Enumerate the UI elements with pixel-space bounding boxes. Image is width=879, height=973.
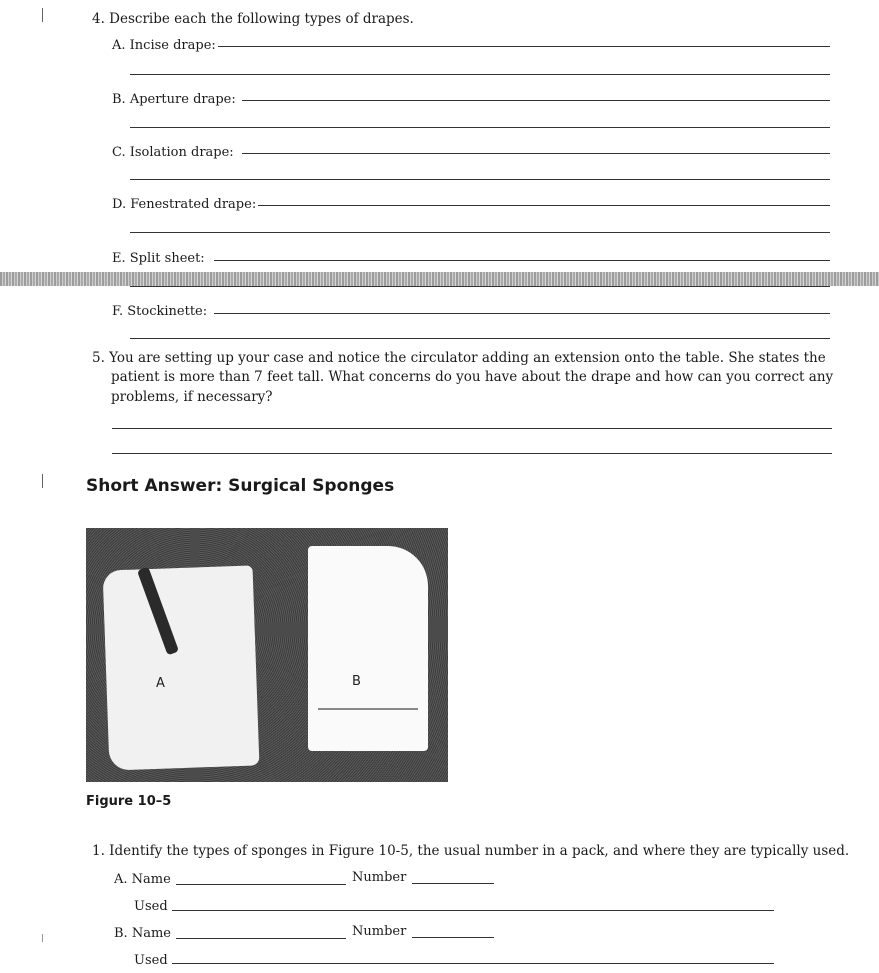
answer-line-q5-2[interactable] xyxy=(112,453,832,454)
margin-mark xyxy=(42,8,43,22)
drape-label-isolation: C. Isolation drape: xyxy=(112,145,234,160)
answer-line-incise-2[interactable] xyxy=(130,74,830,75)
figure-caption: Figure 10–5 xyxy=(86,794,172,809)
answer-line-isolation[interactable] xyxy=(242,153,830,154)
drape-label-split-sheet: E. Split sheet: xyxy=(112,251,205,266)
section-heading: Short Answer: Surgical Sponges xyxy=(86,476,395,496)
sponge-b-shape xyxy=(308,546,428,751)
answer-line-aperture[interactable] xyxy=(242,100,830,101)
question-5-line3: problems, if necessary? xyxy=(111,389,273,405)
scan-artifact-band xyxy=(0,272,879,286)
question-4-prompt: 4. Describe each the following types of drapes. xyxy=(92,11,414,27)
sponge-b-name-label: B. Name xyxy=(114,926,171,941)
answer-line-fenestrated-2[interactable] xyxy=(130,232,830,233)
sponge-b-used-label: Used xyxy=(134,953,168,968)
figure-label-b: B xyxy=(352,674,361,689)
question-5-line1: 5. You are setting up your case and notice the circulator adding an extension onto the table. She states the xyxy=(92,350,826,366)
sponge-a-name-field[interactable] xyxy=(176,884,346,885)
answer-line-q5-1[interactable] xyxy=(112,428,832,429)
margin-mark xyxy=(42,474,43,488)
answer-line-split-sheet-2[interactable] xyxy=(130,286,830,287)
drape-label-aperture: B. Aperture drape: xyxy=(112,92,236,107)
sponge-a-used-label: Used xyxy=(134,899,168,914)
drape-label-incise: A. Incise drape: xyxy=(112,38,216,53)
sponge-a-name-label: A. Name xyxy=(114,872,171,887)
answer-line-fenestrated[interactable] xyxy=(258,205,830,206)
drape-label-fenestrated: D. Fenestrated drape: xyxy=(112,197,257,212)
question-5-line2: patient is more than 7 feet tall. What concerns do you have about the drape and how can you correct any xyxy=(111,369,834,385)
sponge-a-shape xyxy=(103,565,260,770)
answer-line-stockinette-2[interactable] xyxy=(130,338,830,339)
answer-line-stockinette[interactable] xyxy=(214,313,830,314)
sponge-b-number-label: Number xyxy=(352,924,407,939)
sponge-b-number-field[interactable] xyxy=(412,937,494,938)
sponge-b-used-field[interactable] xyxy=(172,963,774,964)
drape-label-stockinette: F. Stockinette: xyxy=(112,304,208,319)
figure-label-a: A xyxy=(156,676,165,691)
answer-line-incise[interactable] xyxy=(218,46,830,47)
margin-mark xyxy=(42,934,43,942)
sponge-a-number-label: Number xyxy=(352,870,407,885)
answer-line-isolation-2[interactable] xyxy=(130,179,830,180)
sponge-a-used-field[interactable] xyxy=(172,910,774,911)
sponge-b-stitch xyxy=(318,708,418,710)
sponge-b-name-field[interactable] xyxy=(176,938,346,939)
answer-line-aperture-2[interactable] xyxy=(130,127,830,128)
sponge-question-prompt: 1. Identify the types of sponges in Figure 10-5, the usual number in a pack, and where they are typically used. xyxy=(92,843,850,859)
sponge-a-number-field[interactable] xyxy=(412,883,494,884)
sponges-photo xyxy=(86,528,448,782)
answer-line-split-sheet[interactable] xyxy=(214,260,830,261)
